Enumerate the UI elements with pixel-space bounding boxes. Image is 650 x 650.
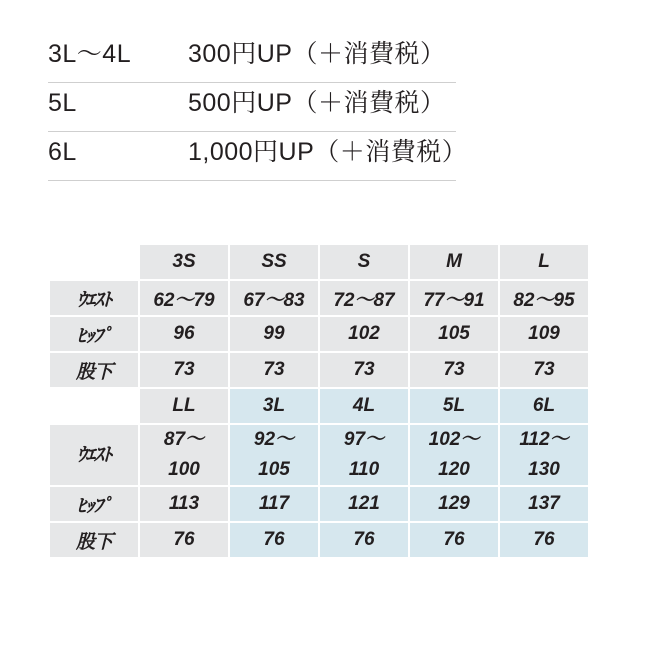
upcharge-row [48,83,456,132]
size-header-5l: 5L [409,388,499,424]
size-header-6l: 6L [499,388,589,424]
hip-l: 109 [499,316,589,352]
hip-4l: 121 [319,486,409,522]
hip-s: 102 [319,316,409,352]
waist-ll [139,424,229,486]
size-header-m: M [409,244,499,280]
hip-ll: 113 [139,486,229,522]
size-header-s: S [319,244,409,280]
inseam-6l: 76 [499,522,589,558]
waist-6l-top: 112〜 [519,429,569,450]
waist-3s: 62〜79 [139,280,229,316]
hip-3l: 117 [229,486,319,522]
inseam-l: 73 [499,352,589,388]
inseam-ll: 76 [139,522,229,558]
waist-ss: 67〜83 [229,280,319,316]
table-row [49,352,589,388]
inseam-3l: 76 [229,522,319,558]
size-table [48,243,590,559]
row-label-hip: ﾋｯﾌﾟ [49,486,139,522]
table-corner-cell [49,244,139,280]
waist-l: 82〜95 [499,280,589,316]
upcharge-list [48,34,468,181]
waist-4l [319,424,409,486]
table-row [49,244,589,280]
inseam-5l: 76 [409,522,499,558]
hip-ss: 99 [229,316,319,352]
waist-m: 77〜91 [409,280,499,316]
row-label-inseam: 股下 [49,352,139,388]
upcharge-row [48,132,468,181]
upcharge-price-label: 500円UP（＋消費税） [188,89,446,117]
row-label-inseam: 股下 [49,522,139,558]
table-row [49,316,589,352]
table-row [49,388,589,424]
waist-4l-bottom: 110 [348,459,380,480]
table-row [49,280,589,316]
hip-3s: 96 [139,316,229,352]
size-header-3s: 3S [139,244,229,280]
waist-3l-bottom: 105 [258,459,290,480]
row-label-waist: ｳｴｽﾄ [49,424,139,486]
upcharge-price-label: 1,000円UP（＋消費税） [188,138,468,166]
size-header-ll: LL [139,388,229,424]
size-header-4l: 4L [319,388,409,424]
waist-3l [229,424,319,486]
waist-3l-top: 92〜 [253,429,295,450]
table-corner-cell [49,388,139,424]
table-row [49,486,589,522]
waist-ll-top: 87〜 [163,429,205,450]
waist-6l-bottom: 130 [528,459,560,480]
upcharge-size-label: 3L〜4L [48,40,132,68]
waist-4l-top: 97〜 [343,429,385,450]
waist-s: 72〜87 [319,280,409,316]
hip-m: 105 [409,316,499,352]
waist-5l-top: 102〜 [428,429,480,450]
hip-6l: 137 [499,486,589,522]
inseam-ss: 73 [229,352,319,388]
waist-ll-bottom: 100 [168,459,200,480]
size-header-l: L [499,244,589,280]
waist-5l [409,424,499,486]
table-row [49,424,589,486]
upcharge-row [48,34,456,83]
upcharge-size-label: 5L [48,89,77,117]
size-header-ss: SS [229,244,319,280]
row-label-hip: ﾋｯﾌﾟ [49,316,139,352]
inseam-3s: 73 [139,352,229,388]
inseam-s: 73 [319,352,409,388]
inseam-m: 73 [409,352,499,388]
table-row [49,522,589,558]
waist-6l [499,424,589,486]
size-header-3l: 3L [229,388,319,424]
hip-5l: 129 [409,486,499,522]
upcharge-size-label: 6L [48,138,77,166]
inseam-4l: 76 [319,522,409,558]
upcharge-price-label: 300円UP（＋消費税） [188,40,446,68]
size-table-container [48,243,588,559]
waist-5l-bottom: 120 [438,459,470,480]
row-label-waist: ｳｴｽﾄ [49,280,139,316]
